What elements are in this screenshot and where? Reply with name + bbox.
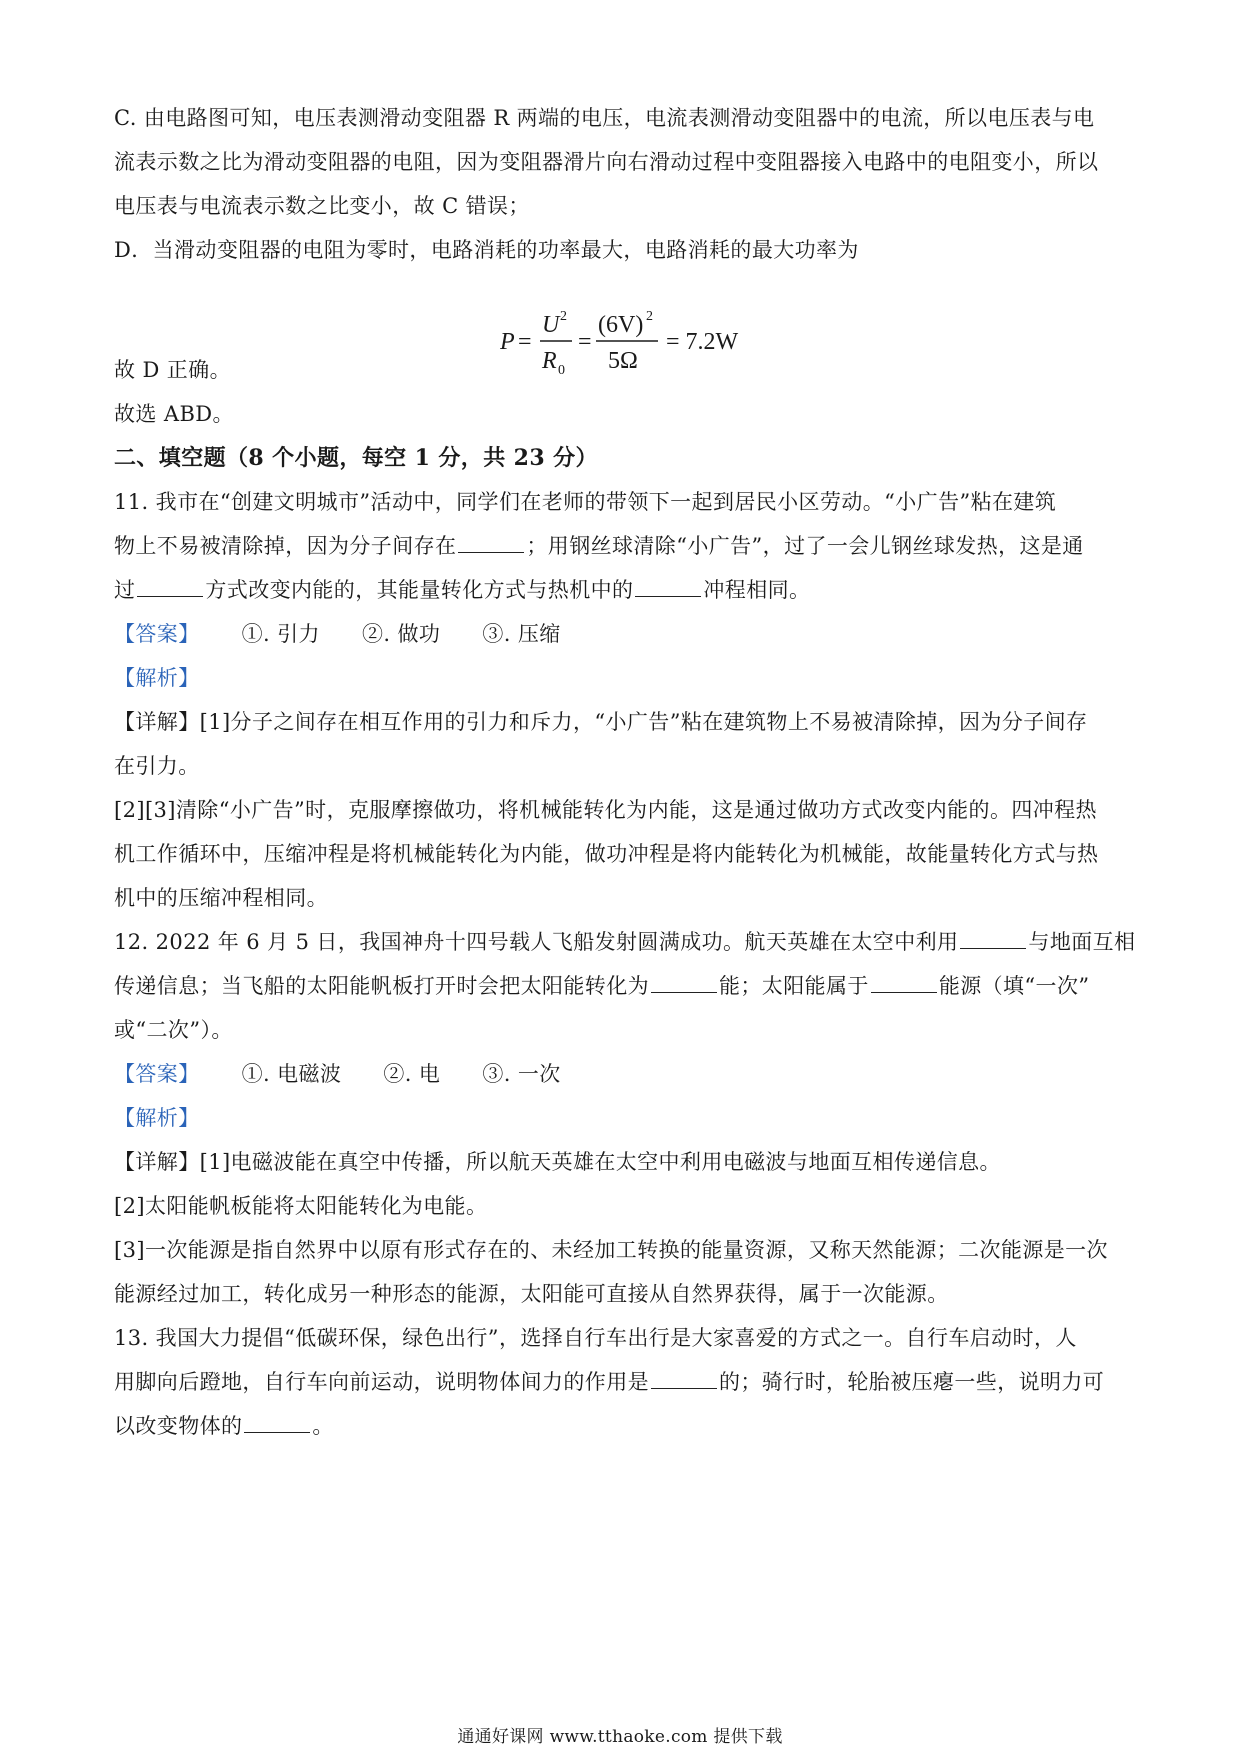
q12-detail-line-1 — [114, 1147, 1001, 1177]
q11-blank-1 — [458, 534, 524, 553]
option-c-line-2: 流表示数之比为滑动变阻器的电阻，因为变阻器滑片向右滑动过程中变阻器接入电路中的电阻变小，所以 — [114, 150, 1099, 174]
q12-line-1-a: 12. 2022 年 6 月 5 日，我国神舟十四号载人飞船发射圆满成功。航天英雄在太空中利用 — [114, 930, 959, 954]
q12-line-2-b: 能；太阳能属于 — [719, 974, 869, 998]
formula-result: = 7.2W — [666, 329, 739, 355]
q11-line-2-a: 物上不易被清除掉，因为分子间存在 — [114, 534, 457, 558]
q11-detail-line-4: 机工作循环中，压缩冲程是将机械能转化为内能，做功冲程是将内能转化为机械能，故能量转化方式与热 — [114, 842, 1099, 866]
q12-answer-3: ③. 一次 — [482, 1062, 561, 1086]
formula-lhs: P — [500, 329, 515, 355]
q11-detail-line-5: 机中的压缩冲程相同。 — [114, 886, 328, 910]
formula-den2: 5Ω — [608, 348, 638, 374]
q12-blank-2 — [651, 974, 717, 993]
power-formula — [500, 300, 780, 380]
section-heading: 二、填空题（8 个小题，每空 1 分，共 23 分） — [114, 445, 598, 471]
q11-blank-2 — [137, 578, 203, 597]
q11-line-3-c: 冲程相同。 — [703, 578, 811, 602]
option-c-line-3: 电压表与电流表示数之比变小，故 C 错误； — [114, 194, 530, 218]
q12-detail-1: [1]电磁波能在真空中传播，所以航天英雄在太空中利用电磁波与地面互相传递信息。 — [199, 1150, 1001, 1174]
q12-detail-tag: 【详解】 — [114, 1150, 200, 1174]
formula-num2-sup: 2 — [646, 309, 653, 324]
q11-answer-2: ②. 做功 — [361, 622, 441, 646]
q12-answer-1: ①. 电磁波 — [241, 1062, 342, 1086]
q13-line-2-b: 的；骑行时，轮胎被压瘪一些，说明力可 — [719, 1370, 1105, 1394]
q12-answer-line — [114, 1059, 561, 1089]
q13-blank-1 — [651, 1370, 717, 1389]
q12-detail-line-3: [3]一次能源是指自然界中以原有形式存在的、未经加工转换的能量资源，又称天然能源；二次能源是一次 — [114, 1238, 1108, 1262]
q11-detail-tag: 【详解】 — [114, 710, 200, 734]
q11-blank-3 — [635, 578, 701, 597]
q11-line-2-b: ；用钢丝球清除“小广告”，过了一会儿钢丝球发热，这是通 — [526, 534, 1084, 558]
choose-text: 故选 ABD。 — [114, 402, 234, 426]
q11-answer-3: ③. 压缩 — [482, 622, 561, 646]
q12-blank-1 — [960, 930, 1026, 949]
q11-detail-line-3: [2][3]清除“小广告”时，克服摩擦做功，将机械能转化为内能，这是通过做功方式改变内能的。四冲程热 — [114, 798, 1097, 822]
q12-line-3: 或“二次”）。 — [114, 1018, 233, 1042]
q12-line-2-c: 能源（填“一次” — [938, 974, 1090, 998]
q11-line-3-a: 过 — [114, 578, 136, 602]
formula-eq-2: = — [578, 329, 592, 355]
q11-detail-line-1 — [114, 707, 1087, 737]
formula-den1: R — [542, 348, 557, 374]
formula-num1-sup: 2 — [560, 309, 567, 324]
footer-watermark: 通通好课网 www.tthaoke.com 提供下载 — [457, 1727, 783, 1747]
q13-line-3 — [114, 1411, 334, 1441]
q11-line-3 — [114, 575, 810, 605]
formula-num1: U — [542, 312, 560, 338]
q12-detail-line-2: [2]太阳能帆板能将太阳能转化为电能。 — [114, 1194, 488, 1218]
q12-answer-tag: 【答案】 — [114, 1062, 200, 1086]
q13-line-1: 13. 我国大力提倡“低碳环保，绿色出行”，选择自行车出行是大家喜爱的方式之一。自行车启动时，人 — [114, 1326, 1077, 1350]
formula-den1-sub: 0 — [558, 363, 565, 378]
q11-answer-line — [114, 619, 561, 649]
formula-num2: (6V) — [598, 312, 644, 338]
q11-detail-1: [1]分子之间存在相互作用的引力和斥力，“小广告”粘在建筑物上不易被清除掉，因为分子间存 — [199, 710, 1088, 734]
q11-answer-1: ①. 引力 — [241, 622, 320, 646]
formula-eq-1: = — [518, 329, 532, 355]
q11-analysis-tag: 【解析】 — [114, 666, 200, 690]
q12-answer-2: ②. 电 — [383, 1062, 441, 1086]
q11-line-3-b: 方式改变内能的，其能量转化方式与热机中的 — [205, 578, 634, 602]
q11-line-1: 11. 我市在“创建文明城市”活动中，同学们在老师的带领下一起到居民小区劳动。“小广告”粘在建筑 — [114, 490, 1057, 514]
q13-line-2-a: 用脚向后蹬地，自行车向前运动，说明物体间力的作用是 — [114, 1370, 649, 1394]
q11-line-2 — [114, 531, 1084, 561]
q12-line-1-b: 与地面互相 — [1028, 930, 1136, 954]
q13-blank-2 — [244, 1414, 310, 1433]
option-c-line-1: C. 由电路图可知，电压表测滑动变阻器 R 两端的电压，电流表测滑动变阻器中的电流，所以电压表与电 — [114, 106, 1095, 130]
q11-answer-tag: 【答案】 — [114, 622, 200, 646]
q11-detail-line-2: 在引力。 — [114, 754, 200, 778]
d-correct-text: 故 D 正确。 — [114, 358, 231, 382]
option-d-line: D．当滑动变阻器的电阻为零时，电路消耗的功率最大，电路消耗的最大功率为 — [114, 238, 859, 262]
q12-line-2 — [114, 971, 1089, 1001]
q13-line-3-b: 。 — [312, 1414, 334, 1438]
q12-detail-line-4: 能源经过加工，转化成另一种形态的能源，太阳能可直接从自然界获得，属于一次能源。 — [114, 1282, 949, 1306]
q13-line-2 — [114, 1367, 1104, 1397]
q13-line-3-a: 以改变物体的 — [114, 1414, 243, 1438]
q12-analysis-tag: 【解析】 — [114, 1106, 200, 1130]
q12-line-2-a: 传递信息；当飞船的太阳能帆板打开时会把太阳能转化为 — [114, 974, 649, 998]
q12-line-1 — [114, 927, 1135, 957]
q12-blank-3 — [871, 974, 937, 993]
